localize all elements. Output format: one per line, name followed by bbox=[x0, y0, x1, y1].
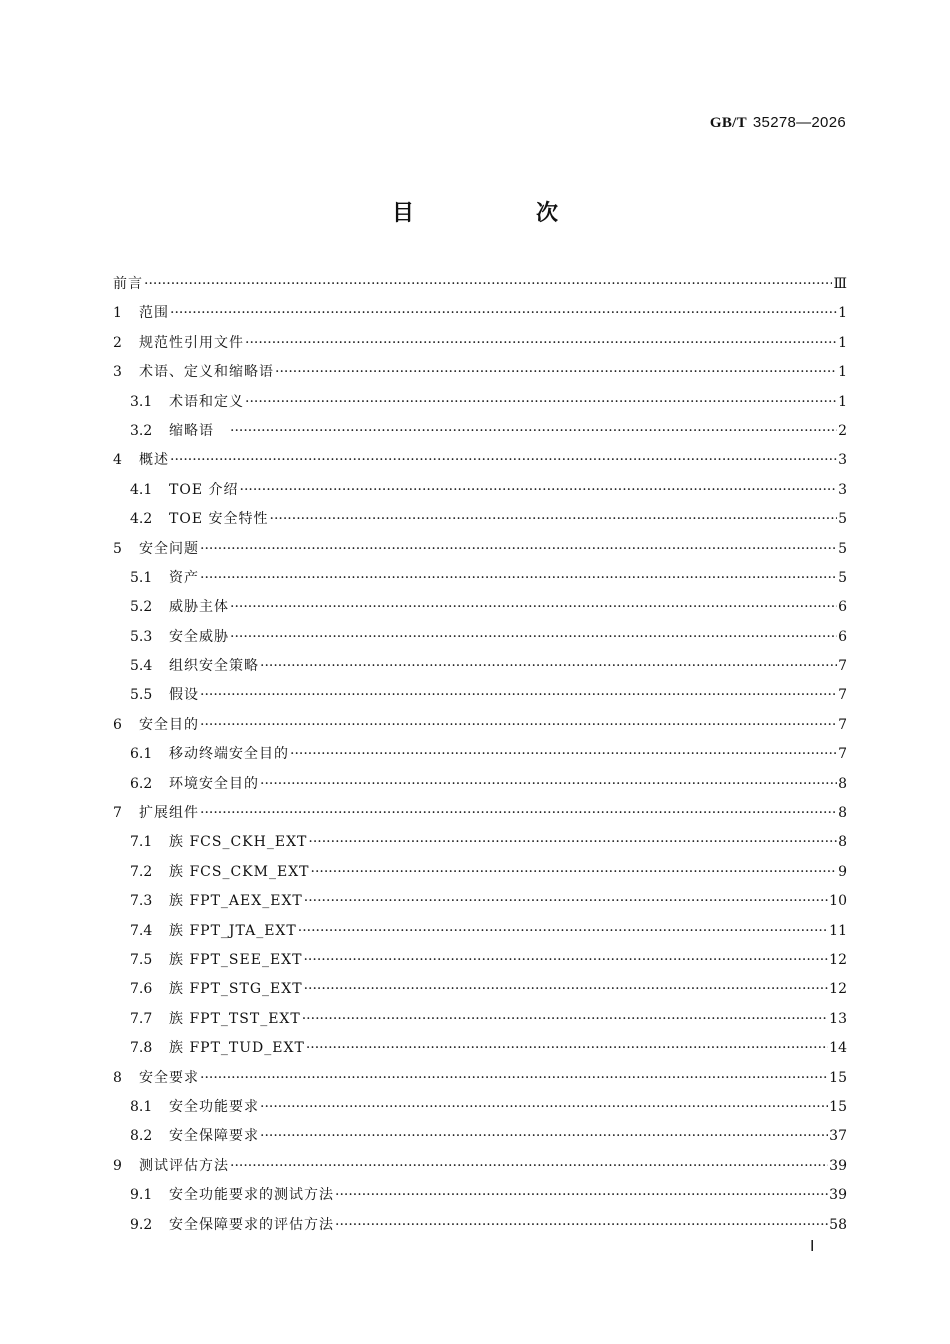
toc-entry-number: 7.2 bbox=[130, 863, 153, 880]
toc-entry[interactable] bbox=[113, 1122, 847, 1151]
toc-entry-number: 2 bbox=[113, 334, 122, 351]
toc-entry-label: 前言 bbox=[113, 276, 143, 292]
toc-entry-number: 5.2 bbox=[130, 599, 153, 616]
toc-entry-label: 安全功能要求 bbox=[169, 1098, 259, 1115]
toc-entry-page: 12 bbox=[829, 951, 847, 968]
toc-entry[interactable] bbox=[113, 917, 847, 946]
toc-entry-page: 7 bbox=[838, 658, 847, 675]
toc-entry-label: 术语、定义和缩略语 bbox=[139, 364, 274, 381]
toc-leader-dots bbox=[304, 975, 829, 1004]
toc-leader-dots bbox=[306, 1034, 828, 1063]
toc-leader-dots bbox=[275, 358, 837, 387]
toc-entry-number: 6.1 bbox=[130, 746, 153, 763]
toc-entry-number: 1 bbox=[113, 305, 122, 322]
toc-leader-dots bbox=[245, 329, 837, 358]
toc-entry[interactable] bbox=[113, 652, 847, 681]
toc-entry-label: 资产 bbox=[169, 569, 199, 586]
toc-entry-page: 12 bbox=[829, 981, 847, 998]
toc-entry[interactable] bbox=[113, 1211, 847, 1240]
toc-entry[interactable] bbox=[113, 623, 847, 652]
toc-entry[interactable] bbox=[113, 1034, 847, 1063]
toc-leader-dots bbox=[298, 917, 828, 946]
toc-leader-dots bbox=[230, 593, 837, 622]
toc-entry-page: 5 bbox=[838, 569, 847, 586]
toc-entry-page: 39 bbox=[829, 1187, 847, 1204]
toc-entry-label: 扩展组件 bbox=[139, 805, 199, 822]
toc-entry-page: Ⅲ bbox=[833, 276, 847, 292]
toc-leader-dots bbox=[260, 1093, 828, 1122]
toc-entry-page: 1 bbox=[838, 393, 847, 410]
toc-entry[interactable] bbox=[113, 740, 847, 769]
toc-entry[interactable] bbox=[113, 476, 847, 505]
toc-entry[interactable] bbox=[113, 388, 847, 417]
toc-entry-label: 安全功能要求的测试方法 bbox=[169, 1187, 334, 1204]
standard-code bbox=[710, 114, 846, 132]
toc-entry-label: 威胁主体 bbox=[169, 599, 229, 616]
toc-entry-page: 9 bbox=[838, 863, 847, 880]
toc-entry-label: 术语和定义 bbox=[169, 393, 244, 410]
toc-entry-number: 7.3 bbox=[130, 893, 153, 910]
toc-entry-label: 安全保障要求 bbox=[169, 1128, 259, 1145]
toc-entry-label: 移动终端安全目的 bbox=[169, 746, 289, 763]
toc-entry-number: 9.1 bbox=[130, 1187, 153, 1204]
standard-number: 35278—2026 bbox=[752, 114, 846, 131]
toc-entry-page: 5 bbox=[838, 540, 847, 557]
toc-entry-page: 1 bbox=[838, 364, 847, 381]
toc-entry-label: 安全问题 bbox=[139, 540, 199, 557]
toc-entry-label: 族 FPT_TUD_EXT bbox=[169, 1040, 305, 1057]
toc-leader-dots bbox=[311, 858, 838, 887]
toc-entry-number: 6 bbox=[113, 716, 122, 733]
toc-entry-page: 39 bbox=[829, 1157, 847, 1174]
toc-entry[interactable] bbox=[113, 711, 847, 740]
toc-leader-dots bbox=[200, 1064, 828, 1093]
toc-entry[interactable] bbox=[113, 946, 847, 975]
toc-entry[interactable] bbox=[113, 535, 847, 564]
toc-entry-page: 11 bbox=[829, 922, 847, 939]
toc-entry-page: 8 bbox=[838, 805, 847, 822]
toc-leader-dots bbox=[245, 388, 837, 417]
toc-leader-dots bbox=[170, 299, 837, 328]
toc-entry-page: 3 bbox=[838, 481, 847, 498]
toc-entry[interactable] bbox=[113, 1181, 847, 1210]
toc-leader-dots bbox=[144, 270, 832, 299]
toc-entry[interactable] bbox=[113, 270, 847, 299]
page-folio: Ⅰ bbox=[810, 1239, 815, 1255]
toc-leader-dots bbox=[270, 505, 838, 534]
toc-entry-page: 14 bbox=[829, 1040, 847, 1057]
toc-leader-dots bbox=[230, 417, 837, 446]
toc-leader-dots bbox=[260, 652, 837, 681]
toc-entry-label: 环境安全目的 bbox=[169, 775, 259, 792]
toc-leader-dots bbox=[200, 711, 837, 740]
toc-entry[interactable] bbox=[113, 593, 847, 622]
toc-entry[interactable] bbox=[113, 828, 847, 857]
toc-entry-label: 规范性引用文件 bbox=[139, 334, 244, 351]
toc-entry-label: 族 FPT_JTA_EXT bbox=[169, 922, 297, 939]
toc-entry[interactable] bbox=[113, 975, 847, 1004]
toc-entry[interactable] bbox=[113, 417, 847, 446]
toc-entry-page: 1 bbox=[838, 334, 847, 351]
toc-entry-number: 7.5 bbox=[130, 951, 153, 968]
toc-entry-number: 7.8 bbox=[130, 1040, 153, 1057]
page-title: 目 次 bbox=[391, 201, 608, 226]
toc-entry[interactable] bbox=[113, 564, 847, 593]
toc-entry[interactable] bbox=[113, 799, 847, 828]
toc-entry-label: 安全目的 bbox=[139, 716, 199, 733]
toc-entry-label: 族 FPT_TST_EXT bbox=[169, 1010, 301, 1027]
toc-entry-number: 7.6 bbox=[130, 981, 153, 998]
toc-entry-label: 族 FPT_STG_EXT bbox=[169, 981, 303, 998]
toc-entry-number: 5.1 bbox=[130, 569, 153, 586]
toc-leader-dots bbox=[308, 828, 837, 857]
toc-leader-dots bbox=[290, 740, 837, 769]
toc-entry-page: 1 bbox=[838, 305, 847, 322]
toc-entry[interactable] bbox=[113, 681, 847, 710]
toc-entry[interactable] bbox=[113, 770, 847, 799]
toc-entry-page: 10 bbox=[829, 893, 847, 910]
toc-entry-label: 族 FCS_CKH_EXT bbox=[169, 834, 308, 851]
toc-leader-dots bbox=[200, 681, 837, 710]
toc-entry-page: 37 bbox=[829, 1128, 847, 1145]
toc-leader-dots bbox=[335, 1211, 828, 1240]
toc-leader-dots bbox=[230, 623, 837, 652]
toc-entry-number: 3.2 bbox=[130, 422, 153, 439]
toc-entry-page: 13 bbox=[829, 1010, 847, 1027]
toc-entry-page: 8 bbox=[838, 775, 847, 792]
toc-entry-page: 3 bbox=[838, 452, 847, 469]
toc-leader-dots bbox=[260, 1122, 828, 1151]
toc-entry-label: 族 FCS_CKM_EXT bbox=[169, 863, 310, 880]
toc-entry-number: 7.1 bbox=[130, 834, 153, 851]
toc-entry[interactable] bbox=[113, 887, 847, 916]
toc-entry-page: 15 bbox=[829, 1069, 847, 1086]
toc-entry-number: 4 bbox=[113, 452, 122, 469]
toc-entry-label: 安全要求 bbox=[139, 1069, 199, 1086]
toc-entry-number: 5.5 bbox=[130, 687, 153, 704]
standard-prefix: GB/T bbox=[709, 115, 747, 131]
toc-entry[interactable] bbox=[113, 858, 847, 887]
toc-entry-number: 8 bbox=[113, 1069, 122, 1086]
toc-leader-dots bbox=[200, 799, 837, 828]
toc-entry-label: 范围 bbox=[139, 305, 169, 322]
toc-entry-label: TOE 介绍 bbox=[169, 481, 239, 498]
toc-entry-label: 安全保障要求的评估方法 bbox=[169, 1216, 334, 1233]
toc-entry-number: 9 bbox=[113, 1157, 122, 1174]
toc-leader-dots bbox=[240, 476, 838, 505]
toc-leader-dots bbox=[200, 564, 837, 593]
toc-entry[interactable] bbox=[113, 1093, 847, 1122]
toc-entry-label: 缩略语 bbox=[169, 422, 229, 439]
toc-entry-number: 7.4 bbox=[130, 922, 153, 939]
toc-entry-page: 7 bbox=[838, 687, 847, 704]
toc-entry-page: 58 bbox=[829, 1216, 847, 1233]
toc-entry-number: 7.7 bbox=[130, 1010, 153, 1027]
toc-entry-number: 7 bbox=[113, 805, 122, 822]
toc-entry-page: 6 bbox=[838, 628, 847, 645]
toc-entry-page: 15 bbox=[829, 1098, 847, 1115]
toc-entry-number: 4.1 bbox=[130, 481, 153, 498]
toc-entry-number: 6.2 bbox=[130, 775, 153, 792]
toc-entry-page: 7 bbox=[838, 746, 847, 763]
toc-leader-dots bbox=[304, 887, 828, 916]
toc-entry-label: 安全威胁 bbox=[169, 628, 229, 645]
toc-entry-number: 5.3 bbox=[130, 628, 153, 645]
toc-entry-page: 7 bbox=[838, 716, 847, 733]
table-of-contents bbox=[113, 270, 847, 1240]
toc-entry-page: 8 bbox=[838, 834, 847, 851]
toc-entry-number: 8.1 bbox=[130, 1098, 153, 1115]
toc-entry-label: 组织安全策略 bbox=[169, 658, 259, 675]
toc-entry-number: 8.2 bbox=[130, 1128, 153, 1145]
toc-entry[interactable] bbox=[113, 1152, 847, 1181]
toc-entry-label: 族 FPT_AEX_EXT bbox=[169, 893, 303, 910]
toc-entry[interactable] bbox=[113, 329, 847, 358]
toc-leader-dots bbox=[200, 535, 837, 564]
toc-entry[interactable] bbox=[113, 358, 847, 387]
toc-entry[interactable] bbox=[113, 299, 847, 328]
toc-leader-dots bbox=[260, 770, 837, 799]
toc-leader-dots bbox=[303, 946, 828, 975]
toc-leader-dots bbox=[302, 1005, 828, 1034]
toc-entry-label: TOE 安全特性 bbox=[169, 511, 269, 528]
toc-entry-label: 概述 bbox=[139, 452, 169, 469]
toc-leader-dots bbox=[170, 446, 837, 475]
toc-entry-number: 4.2 bbox=[130, 511, 153, 528]
toc-entry[interactable] bbox=[113, 1064, 847, 1093]
toc-entry-label: 测试评估方法 bbox=[139, 1157, 229, 1174]
toc-entry-page: 5 bbox=[838, 511, 847, 528]
toc-entry-number: 9.2 bbox=[130, 1216, 153, 1233]
toc-entry-number: 3 bbox=[113, 364, 122, 381]
toc-entry-label: 假设 bbox=[169, 687, 199, 704]
toc-entry[interactable] bbox=[113, 1005, 847, 1034]
toc-entry-page: 6 bbox=[838, 599, 847, 616]
toc-entry-label: 族 FPT_SEE_EXT bbox=[169, 951, 303, 968]
toc-entry-number: 3.1 bbox=[130, 393, 153, 410]
toc-leader-dots bbox=[335, 1181, 828, 1210]
toc-entry-page: 2 bbox=[838, 422, 847, 439]
toc-entry[interactable] bbox=[113, 446, 847, 475]
toc-entry[interactable] bbox=[113, 505, 847, 534]
toc-entry-number: 5 bbox=[113, 540, 122, 557]
toc-leader-dots bbox=[230, 1152, 828, 1181]
toc-entry-number: 5.4 bbox=[130, 658, 153, 675]
